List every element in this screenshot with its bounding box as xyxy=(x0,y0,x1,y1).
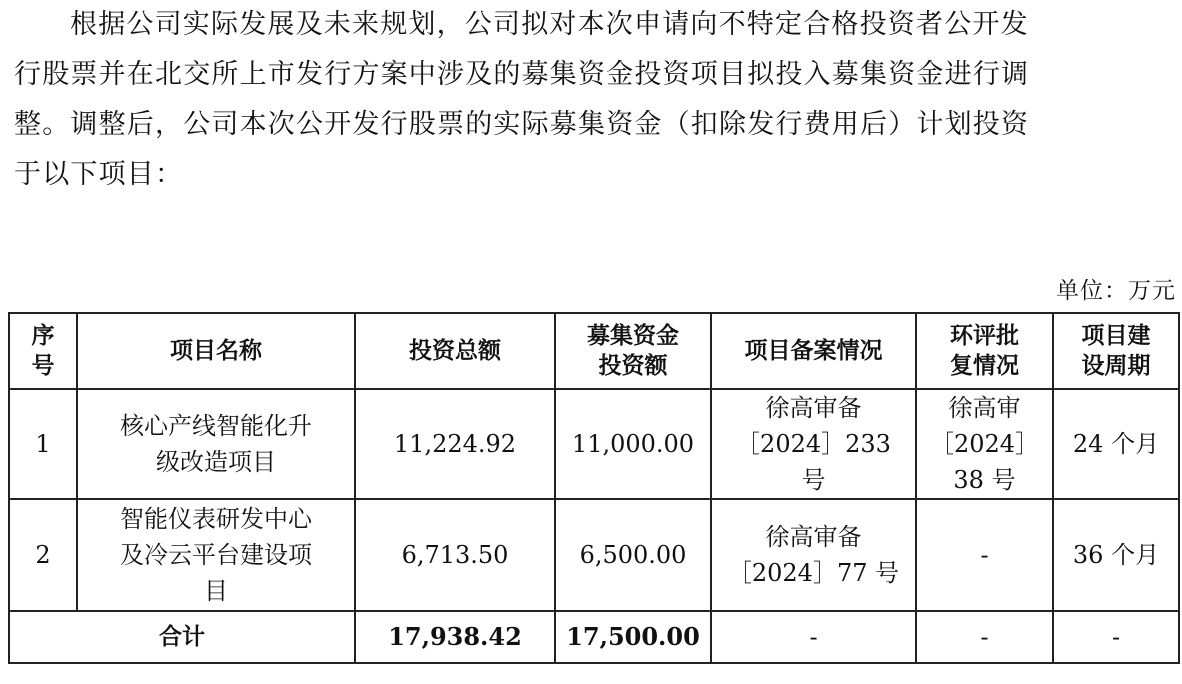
cell-filing-status: - xyxy=(711,611,916,663)
header-period-line: 项目建 xyxy=(1081,323,1151,349)
header-raised-line: 募集资金 xyxy=(587,323,679,349)
paragraph-line: 行股票并在北交所上市发行方案中涉及的募集资金投资项目拟投入募集资金进行调 xyxy=(14,59,1030,90)
intro-paragraph xyxy=(14,0,1174,200)
header-env-line: 复情况 xyxy=(950,353,1019,379)
table-row xyxy=(9,499,1179,611)
cell-total-label: 合计 xyxy=(9,611,355,663)
cell-env-approval: - xyxy=(916,611,1053,663)
header-raised-investment xyxy=(555,313,711,389)
header-raised-line: 投资额 xyxy=(598,353,668,379)
cell-env-approval: - xyxy=(916,499,1053,611)
paragraph-line: 于以下项目： xyxy=(14,159,184,190)
cell-raised-investment: 11,000.00 xyxy=(555,389,711,499)
cell-line: ［2024］233 xyxy=(736,430,891,458)
header-seq xyxy=(9,313,77,389)
cell-total-investment: 6,713.50 xyxy=(355,499,555,611)
cell-line: ［2024］77 号 xyxy=(727,559,900,587)
cell-raised-investment: 6,500.00 xyxy=(555,499,711,611)
investment-projects-table xyxy=(8,312,1180,664)
cell-line: 徐高审备 xyxy=(765,523,862,551)
unit-label: 单位：万元 xyxy=(1056,278,1176,304)
cell-line: 核心产线智能化升 xyxy=(120,412,312,440)
cell-filing-status xyxy=(711,499,916,611)
header-seq-line: 号 xyxy=(31,353,55,379)
header-period-line: 设周期 xyxy=(1081,353,1151,379)
table-header-row xyxy=(9,313,1179,389)
cell-line: ［2024］ xyxy=(929,430,1040,458)
cell-seq: 2 xyxy=(9,499,77,611)
cell-construction-period: 36 个月 xyxy=(1053,499,1179,611)
header-project-name: 项目名称 xyxy=(77,313,355,389)
cell-line: 徐高审备 xyxy=(765,394,862,422)
cell-project-name xyxy=(77,499,355,611)
cell-raised-investment-sum: 17,500.00 xyxy=(555,611,711,663)
cell-line: 及冷云平台建设项 xyxy=(120,541,312,569)
header-env-approval xyxy=(916,313,1053,389)
cell-line: 智能仪表研发中心 xyxy=(120,505,312,533)
header-total-investment: 投资总额 xyxy=(355,313,555,389)
table-row xyxy=(9,389,1179,499)
cell-total-investment-sum: 17,938.42 xyxy=(355,611,555,663)
cell-line: 目 xyxy=(204,577,228,605)
cell-line: 徐高审 xyxy=(948,394,1021,422)
paragraph-line: 根据公司实际发展及未来规划，公司拟对本次申请向不特定合格投资者公开发 xyxy=(70,9,1029,40)
header-construction-period xyxy=(1053,313,1179,389)
cell-line: 级改造项目 xyxy=(156,448,276,476)
cell-construction-period: - xyxy=(1053,611,1179,663)
cell-line: 号 xyxy=(801,466,826,494)
paragraph-line: 整。调整后，公司本次公开发行股票的实际募集资金（扣除发行费用后）计划投资 xyxy=(14,109,1030,140)
cell-total-investment: 11,224.92 xyxy=(355,389,555,499)
header-filing-status: 项目备案情况 xyxy=(711,313,916,389)
table-total-row xyxy=(9,611,1179,663)
cell-filing-status xyxy=(711,389,916,499)
cell-construction-period: 24 个月 xyxy=(1053,389,1179,499)
cell-project-name xyxy=(77,389,355,499)
header-env-line: 环评批 xyxy=(950,323,1019,349)
cell-env-approval xyxy=(916,389,1053,499)
cell-seq: 1 xyxy=(9,389,77,499)
header-seq-line: 序 xyxy=(31,323,55,349)
cell-line: 38 号 xyxy=(953,466,1016,494)
